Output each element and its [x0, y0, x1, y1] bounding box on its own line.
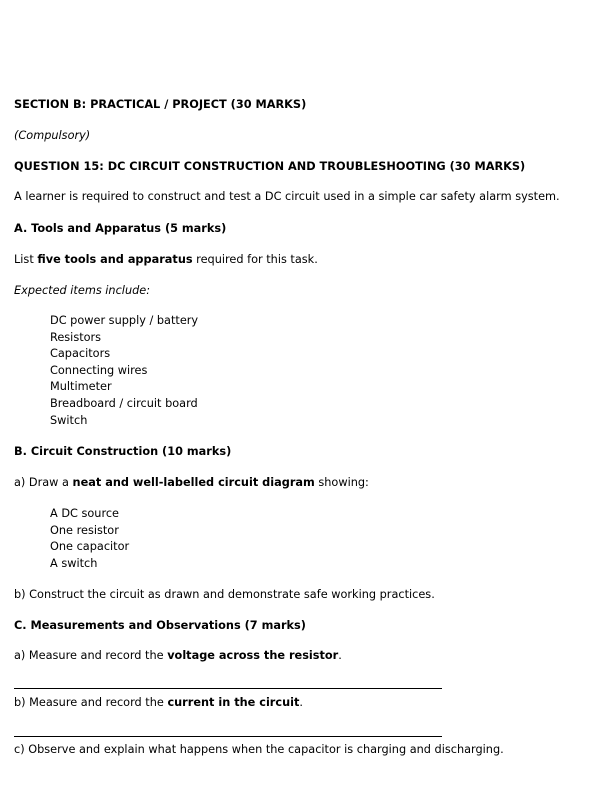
part-a-instruction-post: required for this task. — [192, 253, 318, 266]
part-b-question-a — [14, 476, 369, 489]
list-text: DC power supply / battery — [50, 314, 199, 327]
part-c-b-pre: b) Measure and record the — [14, 696, 168, 709]
part-c-b-bold: current in the circuit — [167, 696, 300, 709]
question-intro: A learner is required to construct and test a DC circuit used in a simple car safety alarm system. — [14, 190, 560, 203]
expected-items-label: Expected items include: — [14, 284, 151, 297]
list-text: Multimeter — [50, 380, 112, 394]
part-b-a-post: showing: — [314, 476, 369, 489]
part-c-question-a — [14, 649, 342, 662]
section-title: SECTION B: PRACTICAL / PROJECT (30 MARKS) — [14, 98, 307, 111]
part-a-instruction — [14, 253, 318, 266]
list-text: A DC source — [50, 507, 120, 520]
part-c-a-bold: voltage across the resistor — [167, 649, 339, 662]
part-c-b-post: . — [299, 696, 303, 709]
part-b-a-pre: a) Draw a — [14, 476, 73, 489]
part-c-a-post: . — [338, 649, 342, 662]
part-b-a-bold: neat and well-labelled circuit diagram — [72, 476, 315, 489]
part-c-question-b — [14, 696, 303, 709]
question-title: QUESTION 15: DC CIRCUIT CONSTRUCTION AND TROUBLESHOOTING (30 MARKS) — [14, 160, 526, 173]
list-text: Connecting wires — [50, 363, 148, 377]
answer-line-b[interactable] — [14, 736, 442, 737]
answer-line-a[interactable] — [14, 688, 442, 689]
list-text: One capacitor — [50, 540, 130, 554]
part-c-a-pre: a) Measure and record the — [14, 649, 168, 662]
compulsory-note: (Compulsory) — [14, 129, 91, 142]
part-a-instruction-pre: List — [14, 253, 38, 266]
part-b-heading: B. Circuit Construction (10 marks) — [14, 445, 232, 458]
part-c-question-c: c) Observe and explain what happens when the capacitor is charging and discharging. — [14, 743, 504, 756]
list-text: Switch — [50, 413, 88, 427]
list-text: One resistor — [50, 523, 119, 537]
list-text: Breadboard / circuit board — [50, 397, 198, 410]
part-b-question-b: b) Construct the circuit as drawn and demonstrate safe working practices. — [14, 588, 435, 601]
part-a-instruction-bold: five tools and apparatus — [37, 253, 193, 266]
part-c-heading: C. Measurements and Observations (7 marks) — [14, 619, 306, 632]
part-a-heading: A. Tools and Apparatus (5 marks) — [14, 222, 227, 235]
list-text: A switch — [50, 556, 98, 570]
list-text: Capacitors — [50, 347, 111, 361]
list-text: Resistors — [50, 330, 102, 344]
